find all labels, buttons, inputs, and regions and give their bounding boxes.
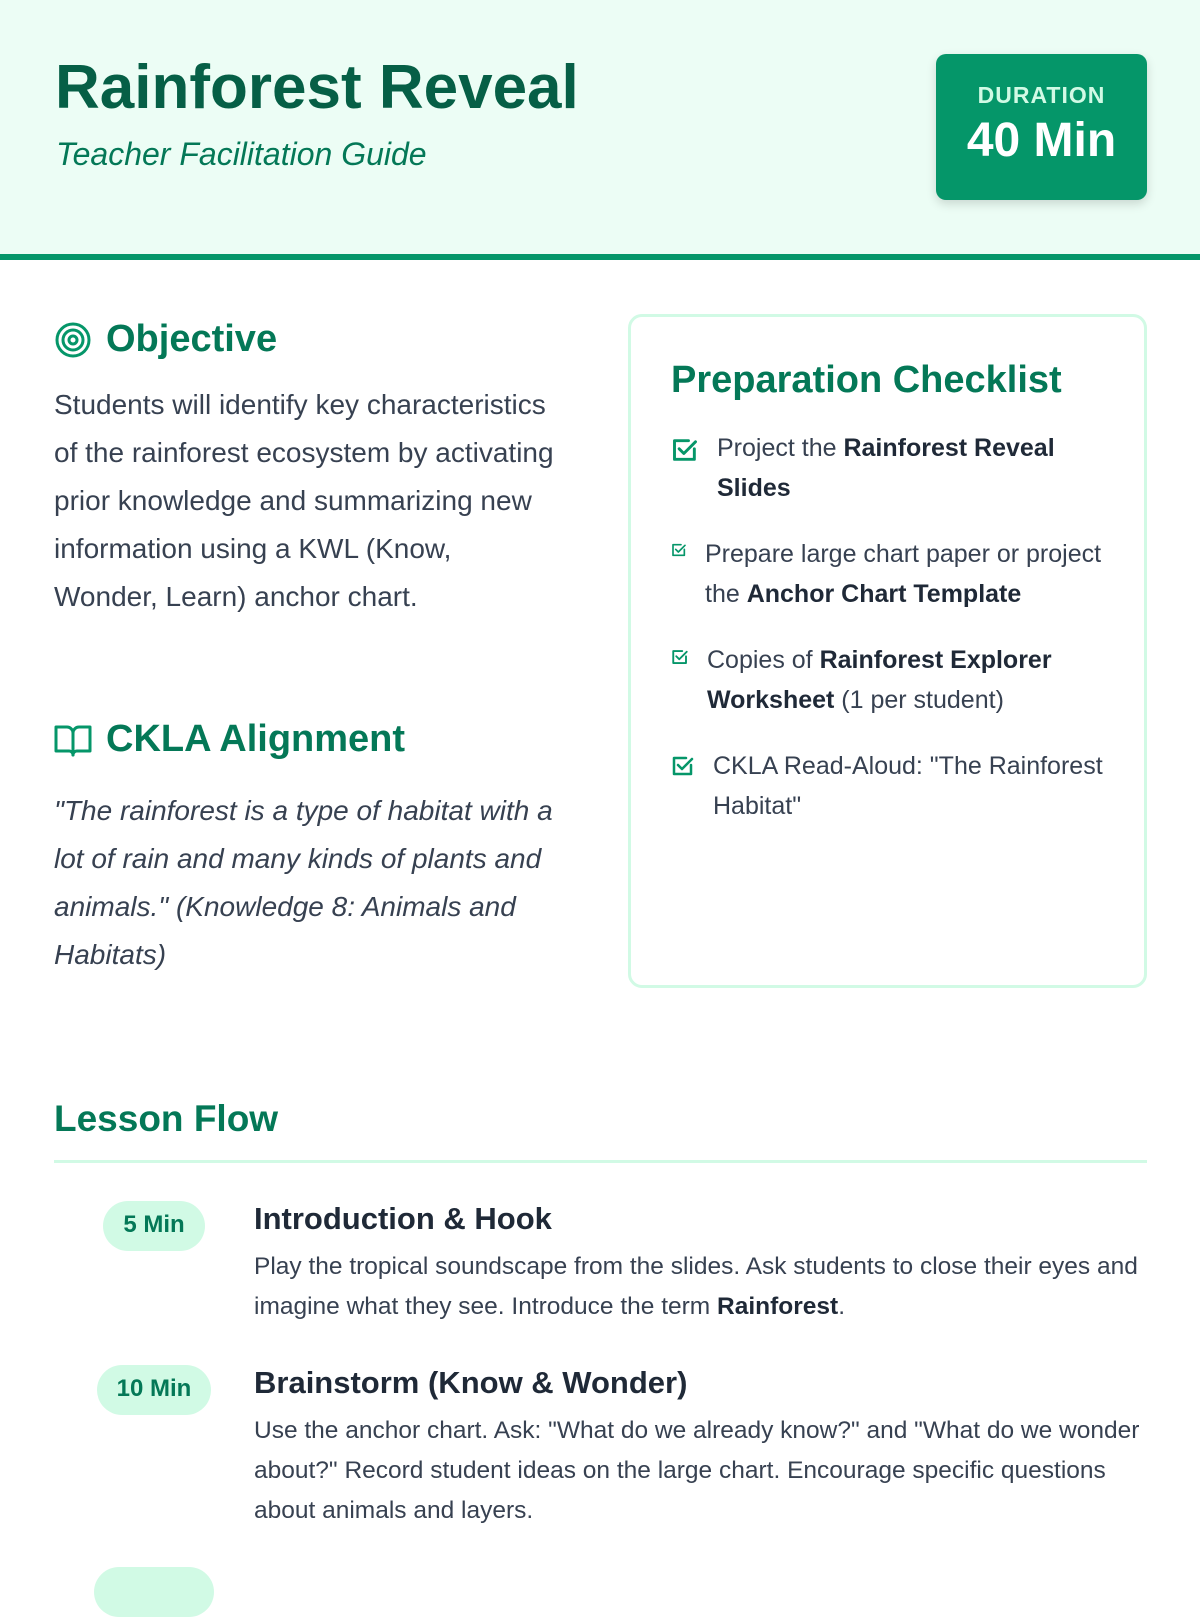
checkbox-checked-icon [671,542,687,558]
page-title: Rainforest Reveal [55,53,579,122]
target-icon [54,321,92,359]
lesson-step [54,1365,1147,1531]
book-open-icon [54,723,92,757]
step-description: Play the tropical soundscape from the slides. Ask students to close their eyes and imagine what they see. Introduce the term Rainforest. [254,1253,1138,1320]
objective-text: Students will identify key characteristics of the rainforest ecosystem by activating prior knowledge and summarizing new information using a KWL (Know, Wonder, Learn) anchor chart. [54,389,554,612]
time-pill [94,1567,214,1617]
step-title: Brainstorm (Know & Wonder) [254,1365,688,1400]
ckla-section [54,718,554,979]
duration-label: DURATION [977,82,1106,108]
checkbox-checked-icon [671,754,695,778]
lesson-step [54,1201,1147,1327]
preparation-checklist [628,314,1147,988]
time-pill: 5 Min [103,1201,204,1251]
lesson-flow-heading: Lesson Flow [54,1098,1147,1163]
ckla-quote: "The rainforest is a type of habitat with a lot of rain and many kinds of plants and animals." (Knowledge 8: Animals and Habitats) [54,795,553,970]
step-title: Introduction & Hook [254,1201,552,1236]
page-subtitle: Teacher Facilitation Guide [56,136,427,172]
objective-section [54,318,554,621]
lesson-flow [54,1098,1147,1617]
checkbox-checked-icon [671,436,699,464]
duration-badge [936,54,1147,200]
checklist-item: Prepare large chart paper or project the Anchor Chart Template [671,534,1104,614]
checklist-item: Project the Rainforest Reveal Slides [671,428,1104,508]
ckla-heading: CKLA Alignment [106,718,406,760]
checkbox-checked-icon [671,648,689,666]
objective-heading: Objective [106,318,278,360]
header [0,0,1200,260]
time-pill: 10 Min [97,1365,212,1415]
checklist-heading: Preparation Checklist [671,359,1062,401]
checklist-item: Copies of Rainforest Explorer Worksheet (1 per student) [671,640,1104,720]
step-description: Use the anchor chart. Ask: "What do we already know?" and "What do we wonder about?" Record student ideas on the large chart. Encourage specific questions about animals and layers. [254,1417,1140,1524]
duration-value: 40 Min [966,114,1117,167]
checklist-item: CKLA Read-Aloud: "The Rainforest Habitat" [671,746,1104,826]
